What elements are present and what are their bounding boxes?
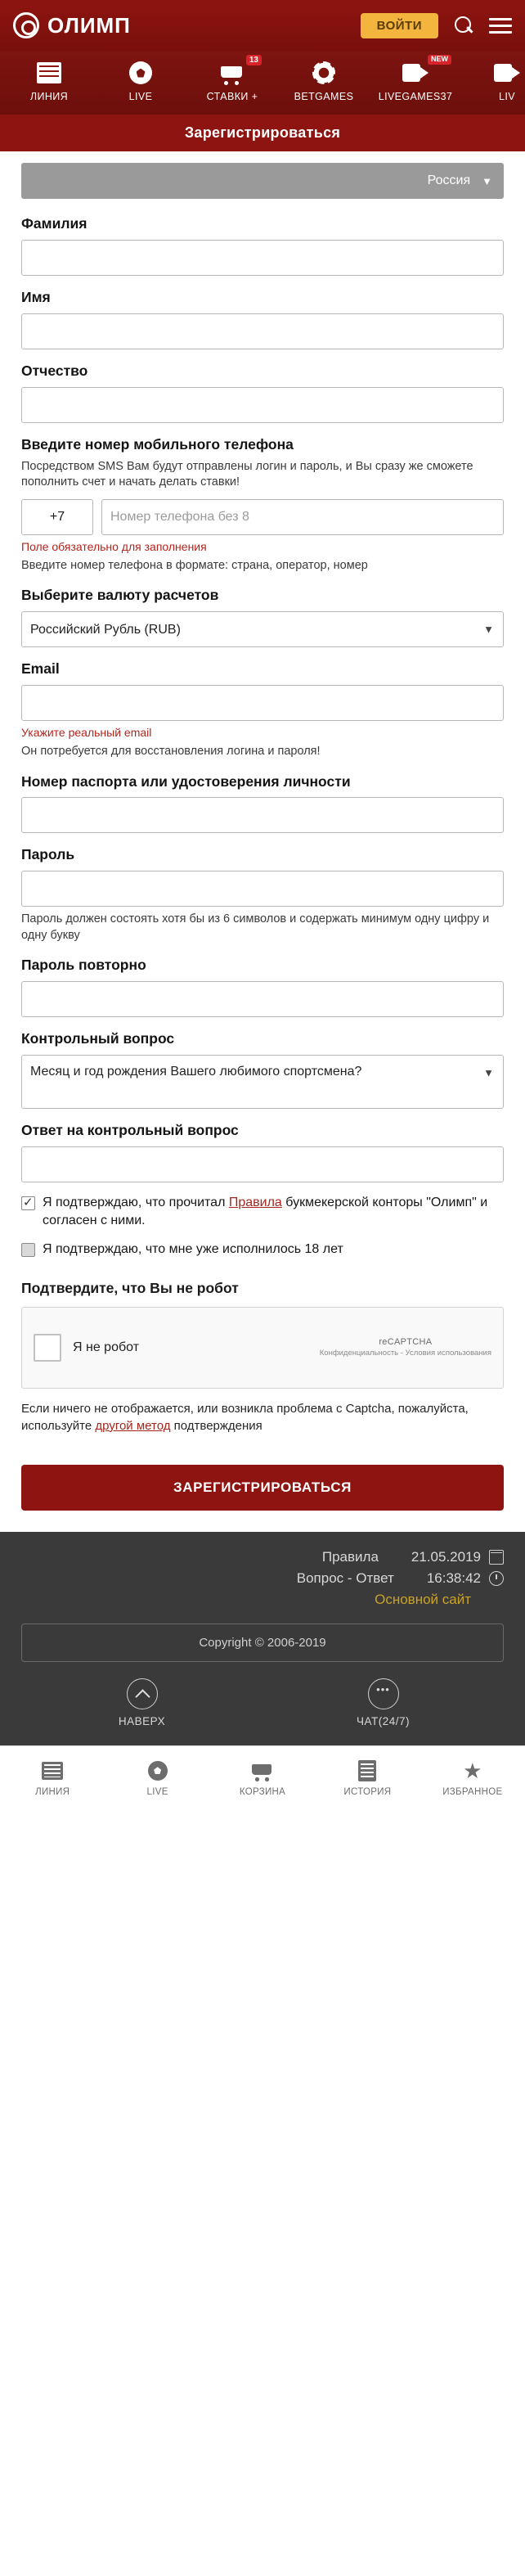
email-hint: Он потребуется для восстановления логина и пароля! [21, 744, 321, 758]
calendar-icon [489, 1550, 504, 1565]
chevron-down-icon: ▼ [482, 174, 492, 187]
password-repeat-input[interactable] [21, 981, 504, 1017]
cart-icon [186, 59, 278, 87]
recaptcha-widget[interactable] [21, 1307, 504, 1389]
password-input[interactable] [21, 871, 504, 907]
password-hint: Пароль должен состоять хотя бы из 6 символов и содержать минимум одну цифру и одну букву [21, 912, 490, 942]
recaptcha-terms[interactable]: Конфиденциальность - Условия использования [319, 1349, 491, 1358]
secret-answer-label: Ответ на контрольный вопрос [21, 1122, 239, 1139]
gear-icon [278, 59, 370, 87]
arrow-up-circle-icon [127, 1678, 158, 1709]
cart-icon [210, 1759, 315, 1783]
camera-icon [461, 59, 525, 87]
burger-line [489, 25, 512, 27]
nav-item-label: LIVEGAMES37 [378, 91, 453, 102]
chat-label: ЧАТ(24/7) [357, 1714, 410, 1727]
footer-row [21, 1568, 504, 1589]
age-agreement-checkbox[interactable] [21, 1243, 35, 1257]
registration-form [0, 163, 525, 1532]
scroll-top-label: НАВЕРХ [118, 1714, 166, 1727]
footer-rules-link[interactable]: Правила [321, 1548, 379, 1565]
tab-label: LIVE [146, 1786, 168, 1797]
rules-text-after: букмекерской конторы "Олимп" и согласен с ними. [43, 1196, 488, 1227]
firstname-label: Имя [21, 288, 51, 305]
page-title: Зарегистрироваться [0, 115, 525, 151]
phone-label: Введите номер мобильного телефона [21, 435, 294, 453]
tab-korzina[interactable] [210, 1759, 315, 1797]
clock-icon [489, 1571, 504, 1586]
passport-label: Номер паспорта или удостоверения личности [21, 772, 351, 790]
burger-line [489, 18, 512, 20]
recaptcha-checkbox[interactable] [34, 1334, 61, 1362]
list-lines-icon [3, 59, 95, 87]
footer-date-text: 21.05.2019 [411, 1548, 481, 1565]
list-lines-icon [0, 1759, 105, 1783]
captcha-note [21, 1400, 504, 1434]
email-input[interactable] [21, 685, 504, 721]
rules-agreement-row[interactable] [21, 1194, 504, 1229]
footer-main-site-link[interactable]: Основной сайт [375, 1591, 471, 1607]
nav-item-label: ЛИНИЯ [29, 91, 69, 102]
age-agreement-row[interactable] [21, 1241, 504, 1259]
login-button[interactable]: ВОЙТИ [361, 13, 438, 38]
nav-item-live[interactable] [95, 56, 186, 104]
olimp-logo-icon [13, 12, 39, 38]
currency-label: Выберите валюту расчетов [21, 587, 219, 604]
lastname-input[interactable] [21, 240, 504, 276]
password-label: Пароль [21, 846, 75, 863]
document-icon [315, 1759, 420, 1783]
chat-bubble-icon [368, 1678, 399, 1709]
chat-button[interactable] [262, 1678, 504, 1727]
hamburger-menu-icon[interactable] [489, 18, 512, 34]
main-nav [0, 51, 525, 115]
star-icon: ★ [463, 1758, 482, 1783]
secret-question-select-wrap [21, 1055, 504, 1109]
nav-item-stavki[interactable] [186, 56, 278, 104]
captcha-title: Подтвердите, что Вы не робот [21, 1279, 239, 1296]
nav-item-label: СТАВКИ + [206, 91, 258, 102]
footer-row [21, 1589, 504, 1610]
firstname-input[interactable] [21, 313, 504, 349]
tab-label: ЛИНИЯ [35, 1786, 70, 1797]
tab-live[interactable] [105, 1759, 209, 1797]
chevron-down-icon: ▼ [483, 1066, 494, 1079]
recaptcha-label: Я не робот [73, 1340, 140, 1354]
tab-istoriya[interactable] [315, 1759, 420, 1797]
password-repeat-label: Пароль повторно [21, 957, 146, 974]
middlename-input[interactable] [21, 387, 504, 423]
rules-agreement-checkbox[interactable] [21, 1196, 35, 1210]
email-error: Укажите реальный email [21, 725, 152, 739]
footer-date [411, 1549, 504, 1565]
rules-link[interactable]: Правила [228, 1196, 282, 1209]
rules-agreement-text [43, 1194, 504, 1229]
currency-select-wrap [21, 611, 504, 647]
captcha-alt-method-link[interactable]: другой метод [95, 1418, 171, 1433]
recaptcha-brand-block [320, 1337, 491, 1358]
tab-label: ИСТОРИЯ [343, 1786, 392, 1797]
register-submit-button[interactable]: ЗАРЕГИСТРИРОВАТЬСЯ [21, 1465, 504, 1511]
recaptcha-brand: reCAPTCHA [379, 1337, 433, 1348]
footer-time [427, 1570, 504, 1587]
nav-item-label: LIVE [128, 91, 153, 102]
top-bar [0, 0, 525, 51]
nav-item-livegames37[interactable] [370, 56, 461, 104]
footer-row [21, 1547, 504, 1568]
tab-liniya[interactable] [0, 1759, 105, 1797]
chevron-down-icon: ▼ [483, 623, 494, 636]
rules-text-before: Я подтверждаю, что прочитал [43, 1196, 229, 1209]
footer-faq-link[interactable]: Вопрос - Ответ [296, 1569, 394, 1586]
nav-item-label: BETGAMES [294, 91, 354, 102]
nav-item-liniya[interactable] [3, 56, 95, 104]
nav-item-label: LIV [499, 91, 515, 102]
phone-input[interactable] [101, 499, 504, 535]
new-badge: NEW [428, 55, 451, 65]
lastname-label: Фамилия [21, 215, 88, 232]
search-icon[interactable] [453, 15, 474, 36]
phone-row [21, 499, 504, 535]
copyright: Copyright © 2006-2019 [21, 1624, 504, 1662]
age-agreement-text: Я подтверждаю, что мне уже исполнилось 18 лет [43, 1242, 343, 1257]
email-label: Email [21, 660, 60, 678]
soccer-ball-icon [95, 59, 186, 87]
footer-time-text: 16:38:42 [426, 1569, 481, 1586]
secret-question-select[interactable]: Месяц и год рождения Вашего любимого спортсмена? [21, 1055, 504, 1109]
phone-description: Посредством SMS Вам будут отправлены логин и пароль, и Вы сразу же сможете пополнить счет и начать делать ставки! [21, 459, 473, 489]
logo[interactable] [13, 12, 131, 38]
burger-line [489, 31, 512, 34]
tab-izbrannoe[interactable] [420, 1759, 525, 1797]
footer [0, 1532, 525, 1745]
captcha-note-before: Если ничего не отображается, или возникла проблема с Captcha, пожалуйста, используйте [21, 1401, 469, 1433]
captcha-note-after: подтверждения [170, 1418, 262, 1433]
secret-question-label: Контрольный вопрос [21, 1030, 175, 1047]
currency-select[interactable]: Российский Рубль (RUB) [21, 611, 504, 647]
middlename-label: Отчество [21, 362, 88, 379]
nav-item-live-partial[interactable] [461, 56, 525, 104]
phone-hint: Введите номер телефона в формате: страна, оператор, номер [21, 558, 368, 572]
tab-label: КОРЗИНА [239, 1786, 286, 1797]
phone-error: Поле обязательно для заполнения [21, 539, 207, 553]
top-bar-actions [361, 13, 512, 38]
country-select[interactable] [21, 163, 504, 199]
country-value: Россия [427, 173, 471, 187]
passport-input[interactable] [21, 797, 504, 833]
scroll-top-button[interactable] [21, 1678, 262, 1727]
nav-item-betgames[interactable] [278, 56, 370, 104]
footer-actions [21, 1678, 504, 1727]
tab-label: ИЗБРАННОЕ [442, 1786, 503, 1797]
bet-count-badge: 13 [246, 55, 262, 65]
secret-answer-input[interactable] [21, 1146, 504, 1182]
bottom-tabbar [0, 1745, 525, 1809]
logo-text: ОЛИМП [47, 12, 131, 38]
phone-country-code[interactable]: +7 [21, 499, 93, 535]
soccer-ball-icon [105, 1759, 209, 1783]
